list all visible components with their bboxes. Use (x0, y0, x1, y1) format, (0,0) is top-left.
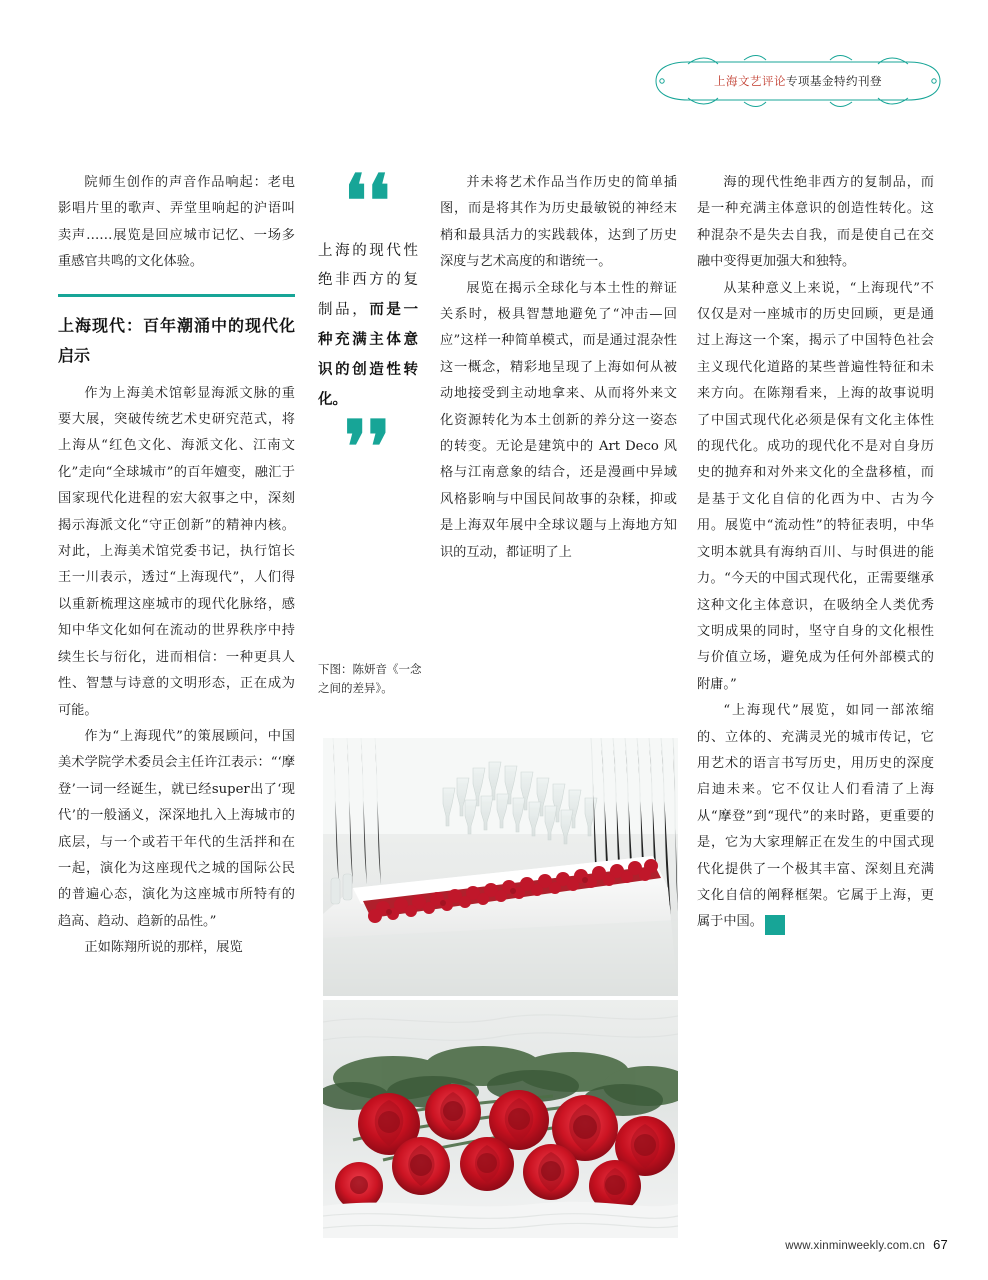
text-column-1 (58, 170, 295, 962)
rose (392, 1137, 450, 1195)
rose (460, 1137, 514, 1191)
pull-quote (318, 158, 419, 489)
header-sponsor-banner (648, 52, 948, 110)
photo-banquet-table-graphic (323, 738, 678, 996)
pull-quote-bold: 而是一种充满主体意识的创造性转化。 (318, 301, 419, 408)
paragraph: 作为上海美术馆彰显海派文脉的重要大展，突破传统艺术史研究范式，将上海从“红色文化、海派文化、江南文化”走向“全球城市”的百年嬗变，融汇于国家现代化进程的宏大叙事之中，深刻揭示海派文化“守正创新”的精神内核。对此，上海美术馆党委书记，执行馆长王一川表示，透过“上海现代”，人们得以重新梳理这座城市的现代化脉络，感知中华文化如何在流动的世界秩序中持续生长与衍化，进而相信：一种更具人性、智慧与诗意的文明形态，正在成为可能。 (58, 385, 295, 718)
photo-roses-closeup (323, 1000, 678, 1238)
paragraph-text: “上海现代”展览，如同一部浓缩的、立体的、充满灵光的城市传记，它用艺术的语言书写历史，用历史的深度启迪未来。它不仅让人们看清了上海从“摩登”到“现代”的来时路，更重要的是，它为大家理解正在发生的中国式现代化提供了一个极其丰富、深刻且充满文化自信的阐释框架。它属于上海，更属于中国。 (697, 703, 934, 930)
rose (425, 1084, 481, 1140)
paragraph: 院师生创作的声音作品响起：老电影唱片里的歌声、弄堂里响起的沪语叫卖声……展览是回应城市记忆、一场多重感官共鸣的文化体验。 (58, 175, 295, 270)
rose (523, 1144, 579, 1200)
paragraph-final (697, 698, 934, 936)
paragraph: 并未将艺术作品当作历史的简单插图，而是将其作为历史最敏锐的神经末梢和最具活力的实践载体，达到了历史深度与艺术高度的和谐统一。 (440, 175, 677, 270)
page-footer (785, 1237, 948, 1252)
pull-quote-text (318, 237, 418, 415)
website-url: www.xinminweekly.com.cn (785, 1240, 926, 1252)
section-divider (58, 294, 295, 297)
quote-open-icon: ❛❛ (344, 158, 391, 243)
end-mark-icon: 民 (765, 915, 785, 935)
pull-quote-normal: 上海的现代性绝非西方的复制品， (318, 243, 418, 318)
page-number: 67 (933, 1237, 948, 1252)
image-caption: 下图：陈妍音《一念之间的差异》。 (318, 662, 422, 695)
photo-roses-closeup-graphic (323, 1000, 678, 1238)
paragraph: 正如陈翔所说的那样，展览 (84, 940, 243, 956)
sponsor-text (714, 73, 882, 89)
sponsor-note: 专项基金特约刊登 (786, 74, 882, 88)
text-column-3 (440, 170, 677, 566)
paragraph: 海的现代性绝非西方的复制品，而是一种充满主体意识的创造性转化。这种混杂不是失去自我，而是使自己在交融中变得更加强大和独特。 (697, 175, 934, 270)
paragraph: 展览在揭示全球化与本土性的辩证关系时，极具智慧地避免了“冲击—回应”这样一种简单模式，而是通过混杂性这一概念，精彩地呈现了上海如何从被动地接受到主动地拿来、从而将外来文化资源转化为本土创新的养分这一姿态的转变。无论是建筑中的 Art Deco 风格与江南意象的结合，还是漫画中异域风格影响与中国民间故事的杂糅，抑或是上海双年展中全球议题与上海地方知识的互动，都证明了上 (440, 280, 677, 560)
photo-banquet-table (323, 738, 678, 996)
text-column-4 (697, 170, 934, 936)
section-title: 上海现代：百年潮涌中的现代化启示 (58, 315, 295, 365)
sponsor-name: 上海文艺评论 (714, 74, 786, 88)
paragraph: 作为“上海现代”的策展顾问，中国美术学院学术委员会主任许江表示：“‘摩登’一词一经诞生，就已经super出了‘现代’的一般涵义，深深地扎入上海城市的底层，与一个或若干年代的生活拌和在一起，演化为这座现代之城的国际公民的普遍心态，演化为这座城市所特有的趋高、趋动、趋新的品性。” (58, 728, 295, 929)
paragraph: 从某种意义上来说，“上海现代”不仅仅是对一座城市的历史回顾，更是通过上海这一个案，揭示了中国特色社会主义现代化道路的某些普遍性特征和未来方向。在陈翔看来，上海的故事说明了中国式现代化必须是保有文化主体性的现代化。成功的现代化不是对自身历史的抛弃和对外来文化的全盘移植，而是基于文化自信的化西为中、古为今用。展览中“流动性”的特征表明，中华文明本就具有海纳百川、与时俱进的能力。“今天的中国式现代化，正需要继承这种文化主体意识，在吸纳全人类优秀文明成果的同时，坚守自身的文化根性与价值立场，避免成为任何外部模式的附庸。” (697, 280, 934, 692)
quote-close-icon: ❜❜ (344, 404, 391, 489)
